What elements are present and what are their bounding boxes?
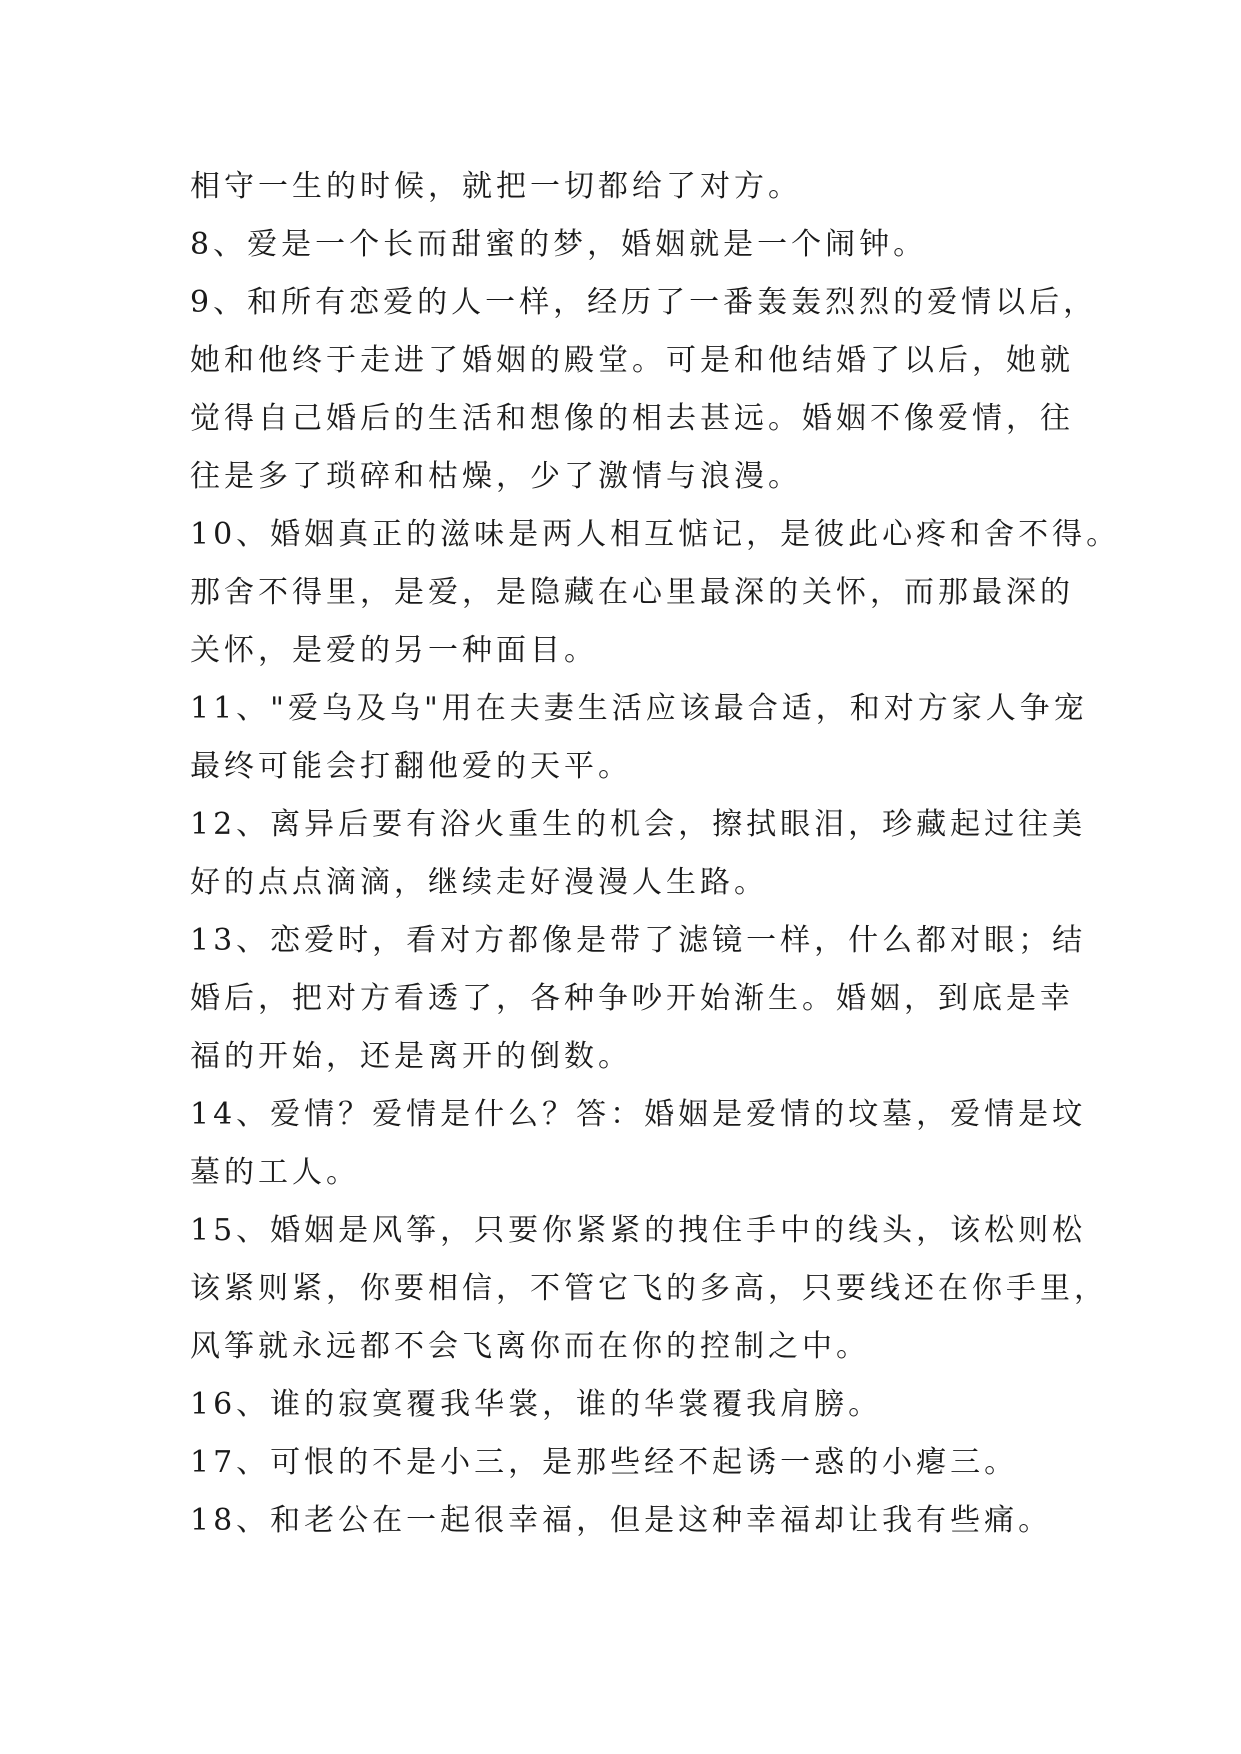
text-line: 11、"爱乌及乌"用在夫妻生活应该最合适，和对方家人争宠 [190,691,1088,726]
text-line: 17、可恨的不是小三，是那些经不起诱一惑的小瘪三。 [190,1445,1019,1480]
text-line: 福的开始，还是离开的倒数。 [190,1039,632,1074]
text-line: 8、爱是一个长而甜蜜的梦，婚姻就是一个闹钟。 [190,227,928,262]
text-line: 最终可能会打翻他爱的天平。 [190,749,632,784]
text-line: 她和他终于走进了婚姻的殿堂。可是和他结婚了以后，她就 [190,343,1074,378]
text-line: 该紧则紧，你要相信，不管它飞的多高，只要线还在你手里， [190,1271,1108,1306]
text-line: 风筝就永远都不会飞离你而在你的控制之中。 [190,1329,870,1364]
text-line: 15、婚姻是风筝，只要你紧紧的拽住手中的线头，该松则松 [190,1213,1087,1248]
text-line: 关怀，是爱的另一种面目。 [190,633,598,668]
text-line: 10、婚姻真正的滋味是两人相互惦记，是彼此心疼和舍不得。 [190,517,1121,552]
text-line: 觉得自己婚后的生活和想像的相去甚远。婚姻不像爱情，往 [190,401,1074,436]
text-line: 9、和所有恋爱的人一样，经历了一番轰轰烈烈的爱情以后， [190,285,1098,320]
text-line: 墓的工人。 [190,1155,360,1190]
text-line: 那舍不得里，是爱，是隐藏在心里最深的关怀，而那最深的 [190,575,1074,610]
text-line: 往是多了琐碎和枯燥，少了激情与浪漫。 [190,459,802,494]
text-line: 相守一生的时候，就把一切都给了对方。 [190,169,802,204]
text-line: 13、恋爱时，看对方都像是带了滤镜一样，什么都对眼；结 [190,923,1087,958]
document-body [190,158,1121,1550]
text-line: 16、谁的寂寞覆我华裳，谁的华裳覆我肩膀。 [190,1387,883,1422]
text-line: 14、爱情？爱情是什么？答：婚姻是爱情的坟墓，爱情是坟 [190,1097,1087,1132]
text-line: 12、离异后要有浴火重生的机会，擦拭眼泪，珍藏起过往美 [190,807,1087,842]
text-line: 18、和老公在一起很幸福，但是这种幸福却让我有些痛。 [190,1503,1053,1538]
text-line: 好的点点滴滴，继续走好漫漫人生路。 [190,865,768,900]
text-line: 婚后，把对方看透了，各种争吵开始渐生。婚姻，到底是幸 [190,981,1074,1016]
